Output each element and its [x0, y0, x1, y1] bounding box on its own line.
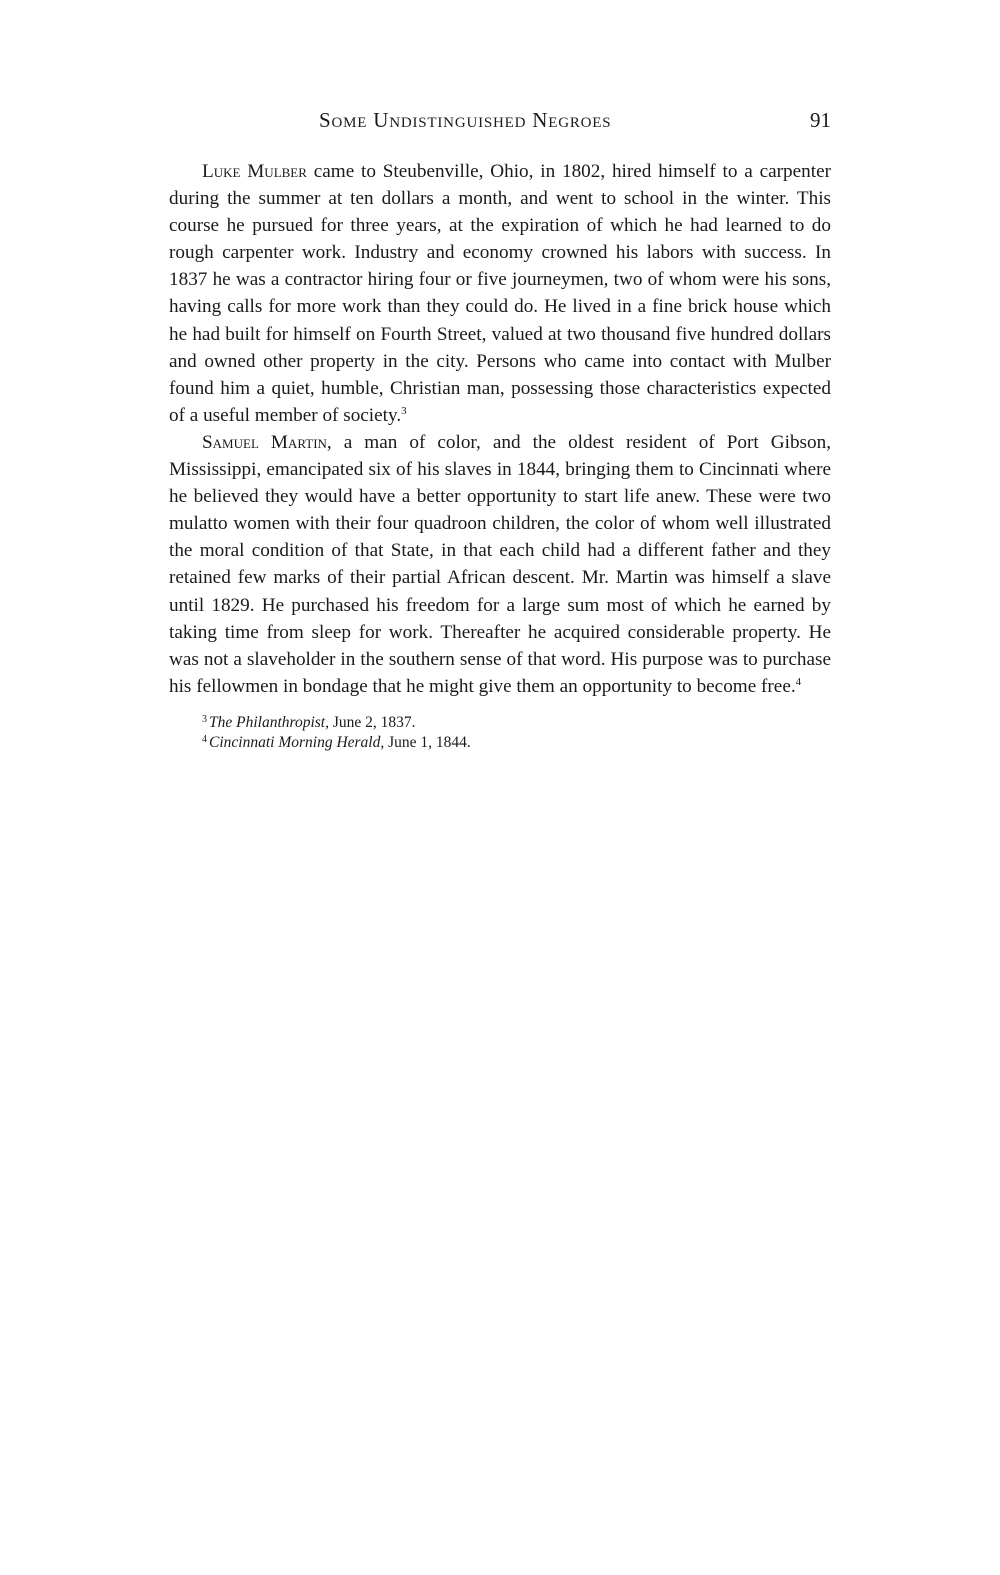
footnote-source-title: Cincinnati Morning Herald, [209, 733, 385, 751]
body-text [169, 158, 831, 700]
page-number: 91 [810, 108, 831, 132]
lead-name: Luke Mulber [202, 161, 307, 182]
lead-name: Samuel Martin [202, 431, 327, 453]
paragraph-text: came to Steubenville, Ohio, in 1802, hired himself to a carpenter during the summer at ten dollars a month, and went to school in the winter. This course he pursued for three years, at the expiration of which he had learned to do rough carpenter work. Industry and economy crowned his labors with success. In 1837 he was a contractor hiring four or five journeymen, two of whom were his sons, having calls for more work than they could do. He lived in a fine brick house which he had built for himself on Fourth Street, valued at two thousand five hundred dollars and owned other property in the city. Persons who came into contact with Mulber found him a quiet, humble, Christian man, possessing those characteristics expected of a useful member of society. [169, 161, 831, 426]
footnote-source-date: June 1, 1844. [384, 733, 471, 751]
footnote-reference: 4 [795, 675, 802, 688]
footnote-marker: 3 [202, 713, 207, 725]
footnote-3 [202, 713, 831, 733]
footnote-marker: 4 [202, 733, 207, 745]
paragraph-samuel-martin [169, 429, 831, 700]
book-page [169, 108, 831, 753]
paragraph-luke-mulber [169, 158, 831, 429]
footnote-4 [202, 733, 831, 753]
footnote-source-date: June 2, 1837. [329, 713, 416, 731]
paragraph-text: , a man of color, and the oldest resident of Port Gibson, Mississippi, emancipated six of his slaves in 1844, bringing them to Cincinnati where he believed they would have a better opportunity to start life anew. These were two mulatto women with their four quadroon children, the color of whom well illustrated the moral condition of that State, in that each child had a different father and they retained few marks of their partial African descent. Mr. Martin was himself a slave until 1829. He purchased his freedom for a large sum most of which he earned by taking time from sleep for work. Thereafter he acquired considerable property. He was not a slaveholder in the southern sense of that word. His purpose was to purchase his fellowmen in bondage that he might give them an opportunity to become free. [169, 431, 831, 697]
running-title: Some Undistinguished Negroes [319, 108, 612, 132]
footnote-reference: 3 [401, 404, 407, 417]
footnotes [169, 713, 831, 753]
footnote-source-title: The Philanthropist, [209, 713, 329, 731]
running-head [169, 108, 831, 138]
